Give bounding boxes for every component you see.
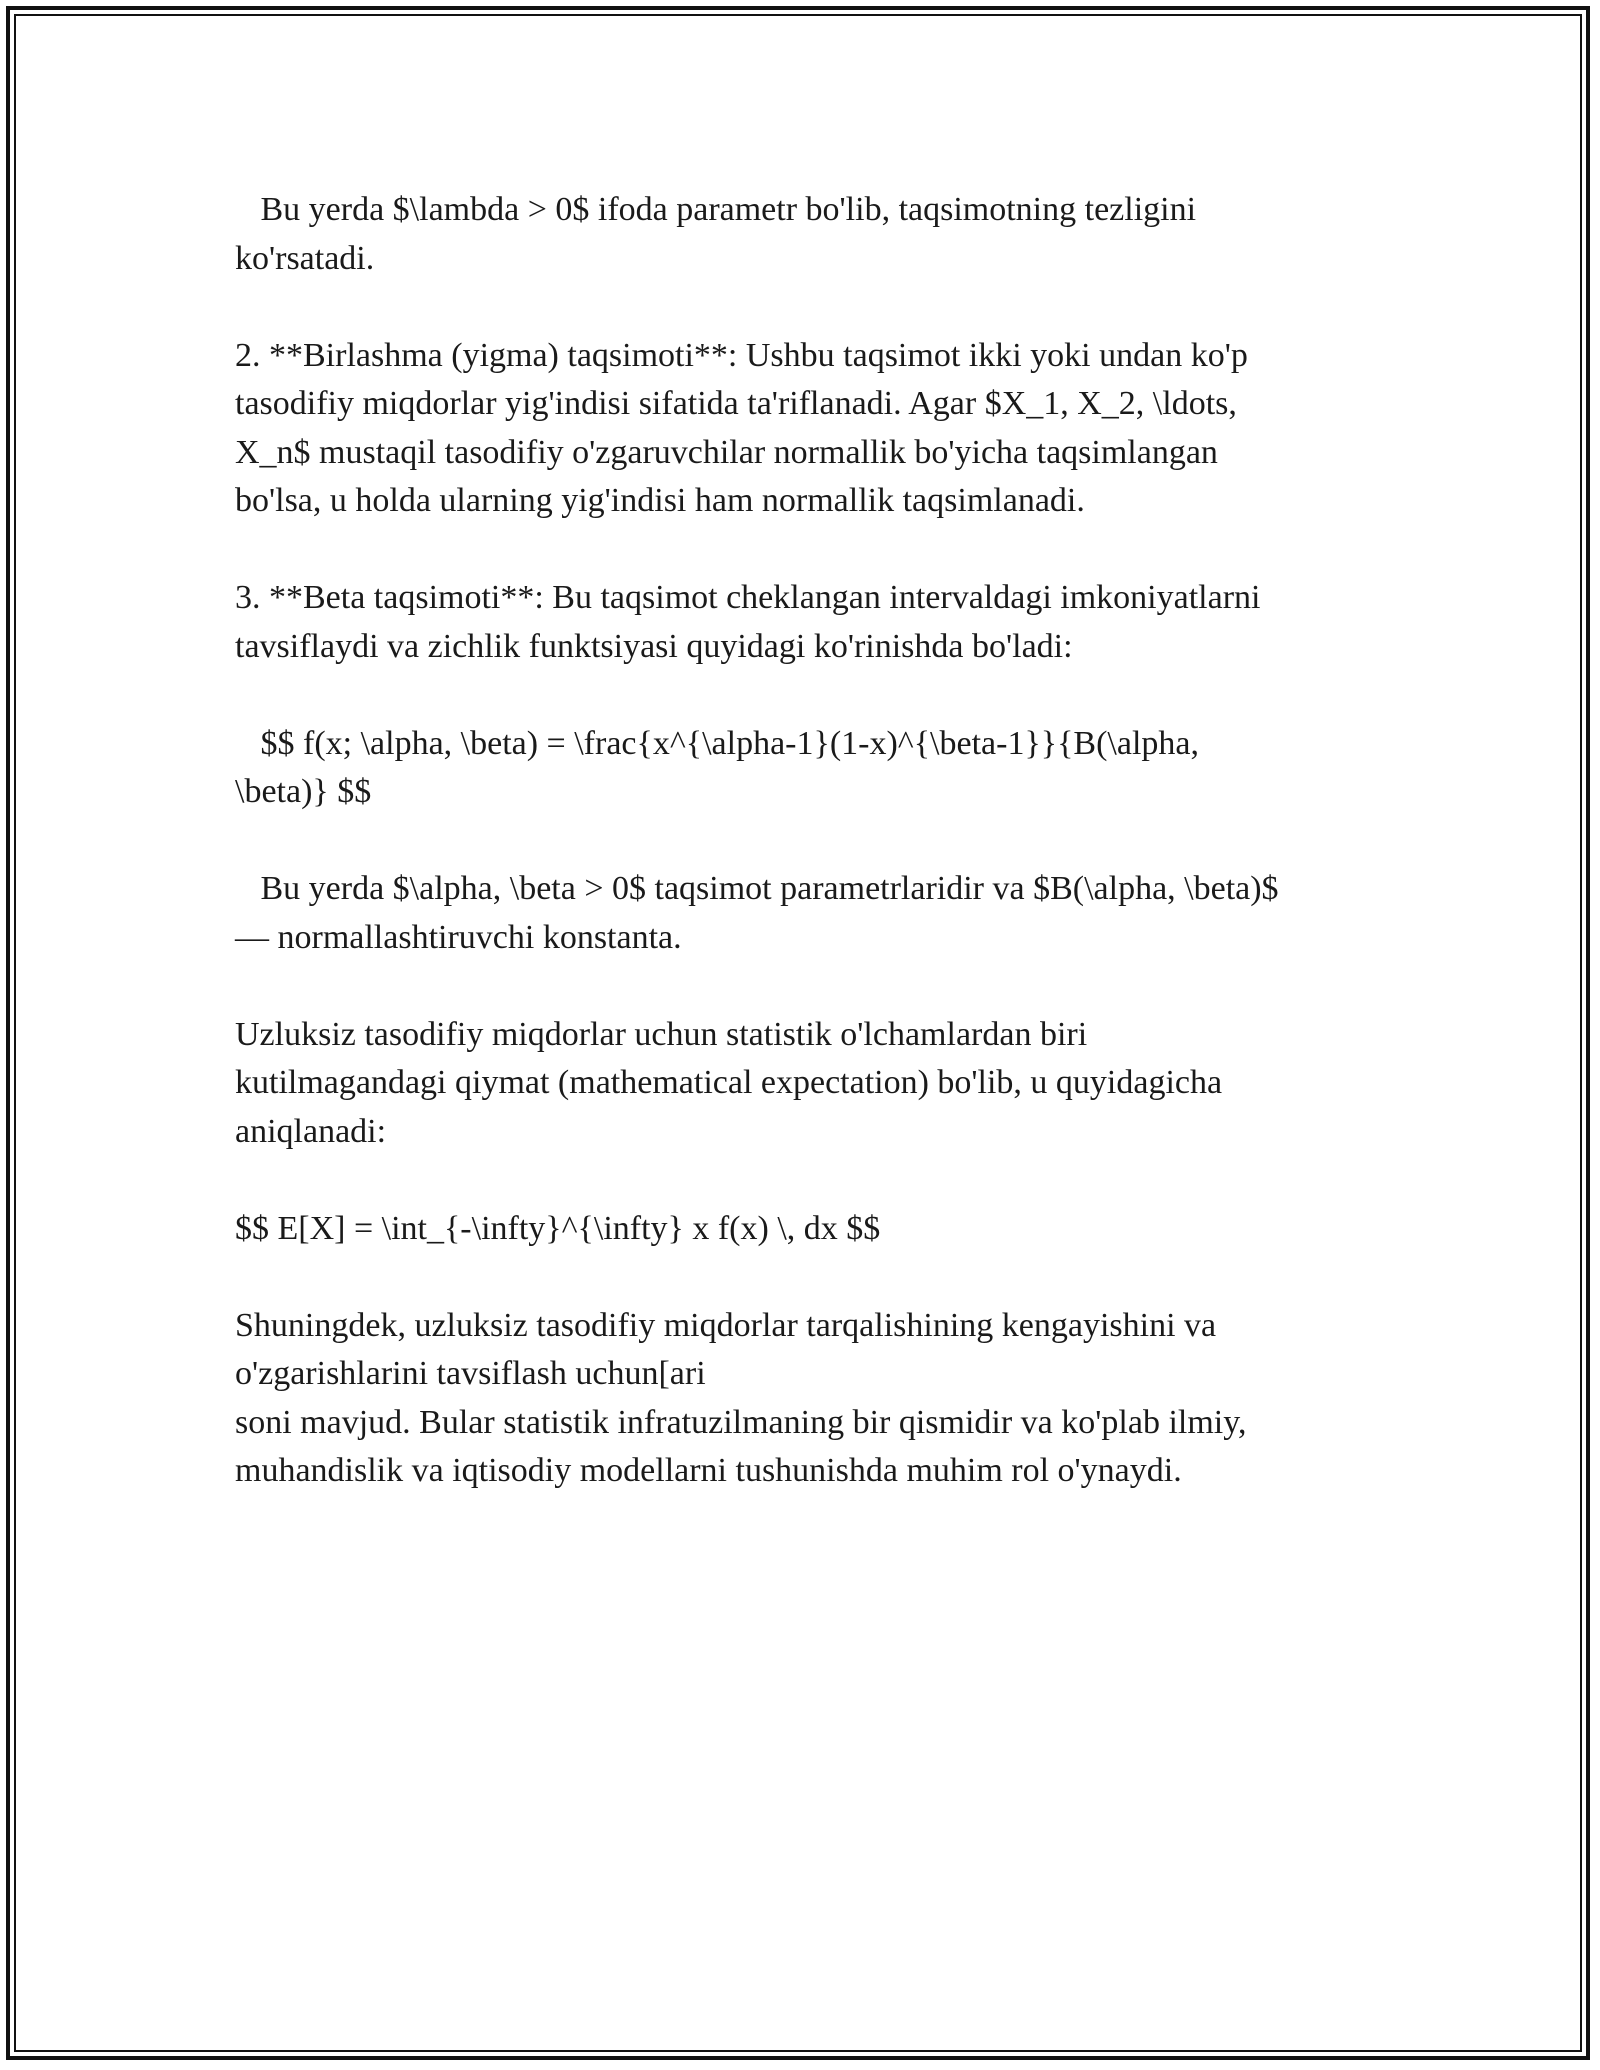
paragraph-beta-distribution xyxy=(235,574,1365,671)
text-line: \beta)} $$ xyxy=(235,773,372,810)
paragraph-gap xyxy=(235,671,1365,720)
paragraph-beta-parameters xyxy=(235,865,1365,962)
text-line: o'zgarishlarini tavsiflash uchun[ari xyxy=(235,1355,706,1392)
paragraph-gap xyxy=(235,1253,1365,1302)
formula-expectation xyxy=(235,1205,1365,1254)
text-line: ko'rsatadi. xyxy=(235,239,375,277)
text-line: $$ E[X] = \int_{-\infty}^{\infty} x f(x) \, dx $$ xyxy=(235,1209,881,1247)
text-line: tavsiflaydi va zichlik funktsiyasi quyidagi ko'rinishda bo'ladi: xyxy=(235,627,1073,665)
paragraph-expectation xyxy=(235,1011,1365,1157)
paragraph-gap xyxy=(235,283,1365,332)
formula-beta-density xyxy=(235,720,1365,817)
paragraph-gap xyxy=(235,526,1365,575)
text-line: Shuningdek, uzluksiz tasodifiy miqdorlar tarqalishining kengayishini va xyxy=(235,1306,1217,1344)
paragraph-gap xyxy=(235,962,1365,1011)
paragraph-lambda-note xyxy=(235,186,1365,283)
paragraph-gap xyxy=(235,817,1365,866)
text-line: tasodifiy miqdorlar yig'indisi sifatida ta'riflanadi. Agar $X_1, X_2, \ldots, xyxy=(235,385,1237,422)
text-line: Uzluksiz tasodifiy miqdorlar uchun statistik o'lchamlardan biri xyxy=(235,1015,1088,1053)
text-line: muhandislik va iqtisodiy modellarni tushunishda muhim rol o'ynaydi. xyxy=(235,1452,1182,1489)
text-line: Bu yerda $\lambda > 0$ ifoda parametr bo'lib, taqsimotning tezligini xyxy=(235,191,1197,228)
paragraph-sum-distribution xyxy=(235,332,1365,526)
text-line: bo'lsa, u holda ularning yig'indisi ham normallik taqsimlanadi. xyxy=(235,482,1085,519)
text-line: $$ f(x; \alpha, \beta) = \frac{x^{\alpha-1}(1-x)^{\beta-1}}{B(\alpha, xyxy=(235,724,1199,762)
text-line: 2. **Birlashma (yigma) taqsimoti**: Ushbu taqsimot ikki yoki undan ko'p xyxy=(235,336,1248,374)
paragraph-conclusion xyxy=(235,1302,1365,1496)
text-line: kutilmagandagi qiymat (mathematical expectation) bo'lib, u quyidagicha xyxy=(235,1064,1223,1101)
document-body xyxy=(235,186,1365,1496)
paragraph-gap xyxy=(235,1156,1365,1205)
text-line: — normallashtiruvchi konstanta. xyxy=(235,918,682,956)
text-line: Bu yerda $\alpha, \beta > 0$ taqsimot parametrlaridir va $B(\alpha, \beta)$ xyxy=(235,870,1279,907)
text-line: X_n$ mustaqil tasodifiy o'zgaruvchilar normallik bo'yicha taqsimlangan xyxy=(235,433,1218,471)
text-line: aniqlanadi: xyxy=(235,1112,387,1150)
text-line: 3. **Beta taqsimoti**: Bu taqsimot cheklangan intervaldagi imkoniyatlarni xyxy=(235,579,1261,616)
text-line: soni mavjud. Bular statistik infratuzilmaning bir qismidir va ko'plab ilmiy, xyxy=(235,1403,1247,1441)
